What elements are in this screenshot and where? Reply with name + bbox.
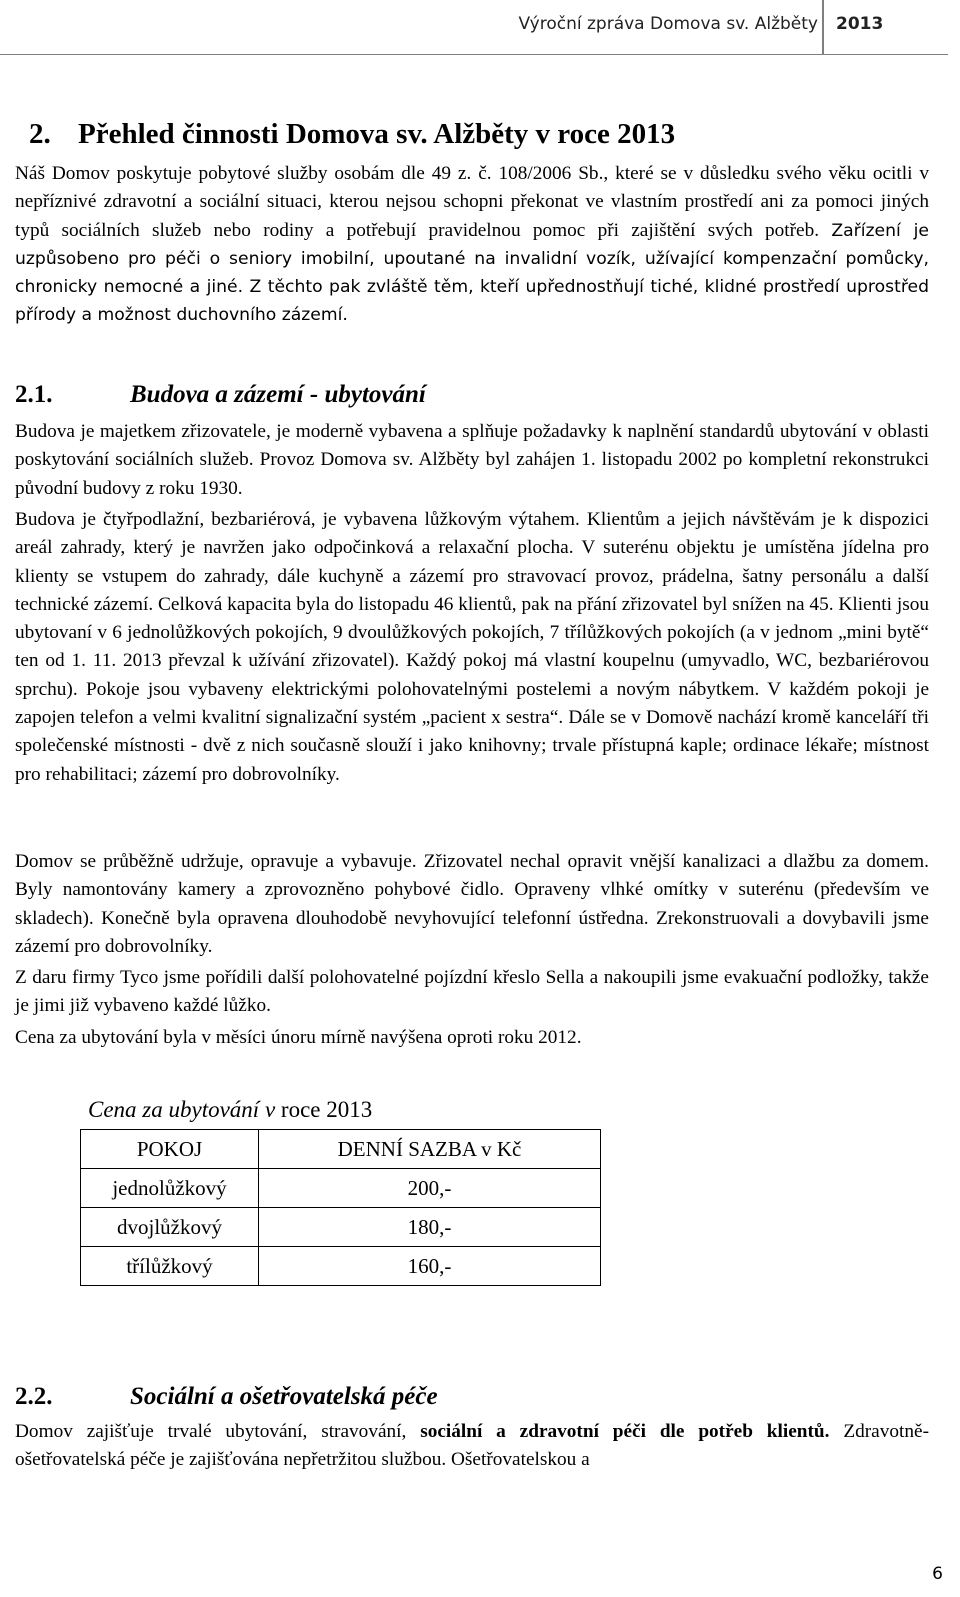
building-paragraph-3	[15, 848, 929, 961]
care-text-start: Domov zajišťuje trvalé ubytování, stravování,	[15, 1421, 421, 1442]
table-header-cell: POKOJ	[81, 1130, 259, 1169]
building-paragraph-4	[15, 964, 929, 1021]
table-cell: jednolůžkový	[81, 1169, 259, 1208]
care-text-bold: sociální a zdravotní péči dle potřeb klientů.	[420, 1421, 830, 1442]
building-text-1: Budova je majetkem zřizovatele, je moderně vybavena a splňuje požadavky k naplnění standardů ubytování v oblasti poskytování sociálních služeb. Provoz Domova sv. Alžběty byl zahájen 1. listopadu 2002 po kompletní rekonstrukci původní budovy z roku 1930.	[15, 421, 929, 499]
header-title: Výroční zpráva Domova sv. Alžběty	[518, 14, 818, 34]
intro-text-serif: Náš Domov poskytuje pobytové služby osobám dle 49 z. č. 108/2006 Sb., které se v důsledku svého věku ocitli v nepříznivé zdravotní a sociální situaci, kterou nejsou schopni překonat ve vlastním prostředí ani za pomoci jiných typů sociálních služeb nebo rodiny a potřebují pravidelnou pomoc při zajištění svých potřeb.	[15, 163, 929, 241]
price-table-title	[88, 1097, 372, 1123]
table-cell: třílůžkový	[81, 1247, 259, 1286]
table-header-cell: DENNÍ SAZBA v Kč	[259, 1130, 601, 1169]
intro-paragraph	[15, 160, 929, 330]
building-text-4: Z daru firmy Tyco jsme pořídili další polohovatelné pojízdní křeslo Sella a nakoupili jsme evakuační podložky, takže je jimi již vybaveno každé lůžko.	[15, 967, 929, 1017]
section-title: Přehled činnosti Domova sv. Alžběty v roce 2013	[78, 118, 676, 150]
table-row	[81, 1208, 601, 1247]
page-number: 6	[932, 1564, 943, 1584]
section-heading-2-2	[15, 1383, 438, 1411]
table-cell: 180,-	[259, 1208, 601, 1247]
building-paragraph-2	[15, 506, 929, 789]
section-number: 2.1.	[15, 381, 53, 408]
building-text-2: Budova je čtyřpodlažní, bezbariérová, je vybavena lůžkovým výtahem. Klientům a jejich návštěvám je k dispozici areál zahrady, který je navržen jako odpočinková a relaxační plocha. V suterénu objektu je umístěna jídelna pro klienty se vstupem do zahrady, dále kuchyně a zázemí pro stravovací provoz, prádelna, šatny personálu a další technické zázemí. Celková kapacita byla do listopadu 46 klientů, pak na přání zřizovatel byl snížen na 45. Klienti jsou ubytovaní v 6 jednolůžkových pokojích, 9 dvoulůžkových pokojích, 7 třílůžkových pokojích (a v jednom „mini bytě“ ten od 1. 11. 2013 převzal k užívání zřizovatel). Každý pokoj má vlastní koupelnu (umyvadlo, WC, bezbariérovou sprchu). Pokoje jsou vybaveny elektrickými polohovatelnými postelemi a novým nábytkem. V každém pokoji je zapojen telefon a velmi kvalitní signalizační systém „pacient x sestra“. Dále se v Domově nachází kromě kanceláří tři společenské místnosti - dvě z nich současně slouží i jako knihovny; trvale přístupná kaple; ordinace lékaře; místnost pro rehabilitaci; zázemí pro dobrovolníky.	[15, 509, 929, 785]
section-number: 2.2.	[15, 1383, 53, 1410]
header-year: 2013	[836, 14, 884, 34]
section-heading-2-1	[15, 381, 426, 409]
price-table-title-italic: Cena za ubytování v	[88, 1097, 276, 1122]
building-paragraph-5	[15, 1024, 929, 1052]
section-heading-2	[29, 118, 675, 151]
header-separator	[822, 0, 824, 54]
care-text-end: Zdravotně-ošetřovatelská péče je zajišťována nepřetržitou službou. Ošetřovatelskou a	[15, 1421, 929, 1471]
page-header	[0, 0, 960, 62]
table-cell: dvojlůžkový	[81, 1208, 259, 1247]
building-text-3: Domov se průběžně udržuje, opravuje a vybavuje. Zřizovatel nechal opravit vnější kanalizaci a dlažbu za domem. Byly namontovány kamery a zprovozněno pohybové čidlo. Opraveny vlhké omítky v suterénu (především ve skladech). Konečně byla opravena dlouhodobě nevyhovující telefonní ústředna. Zrekonstruovali a dovybavili jsme zázemí pro dobrovolníky.	[15, 851, 929, 957]
care-paragraph	[15, 1418, 929, 1475]
table-row	[81, 1247, 601, 1286]
price-table-title-rest: roce 2013	[275, 1097, 373, 1122]
intro-text-sans: Zařízení je uzpůsobeno pro péči o seniory imobilní, upoutané na invalidní vozík, užívající kompenzační pomůcky, chronicky nemocné a jiné. Z těchto pak zvláště těm, kteří upřednostňují tiché, klidné prostředí uprostřed přírody a možnost duchovního zázemí.	[15, 220, 929, 326]
building-paragraph-1	[15, 418, 929, 503]
table-row	[81, 1169, 601, 1208]
header-rule	[0, 54, 948, 55]
table-cell: 160,-	[259, 1247, 601, 1286]
section-title: Budova a zázemí - ubytování	[130, 381, 426, 408]
table-header-row	[81, 1130, 601, 1169]
section-title: Sociální a ošetřovatelská péče	[130, 1383, 438, 1410]
section-number: 2.	[29, 118, 51, 150]
price-table	[80, 1129, 601, 1286]
table-cell: 200,-	[259, 1169, 601, 1208]
building-text-5: Cena za ubytování byla v měsíci únoru mírně navýšena oproti roku 2012.	[15, 1027, 582, 1048]
